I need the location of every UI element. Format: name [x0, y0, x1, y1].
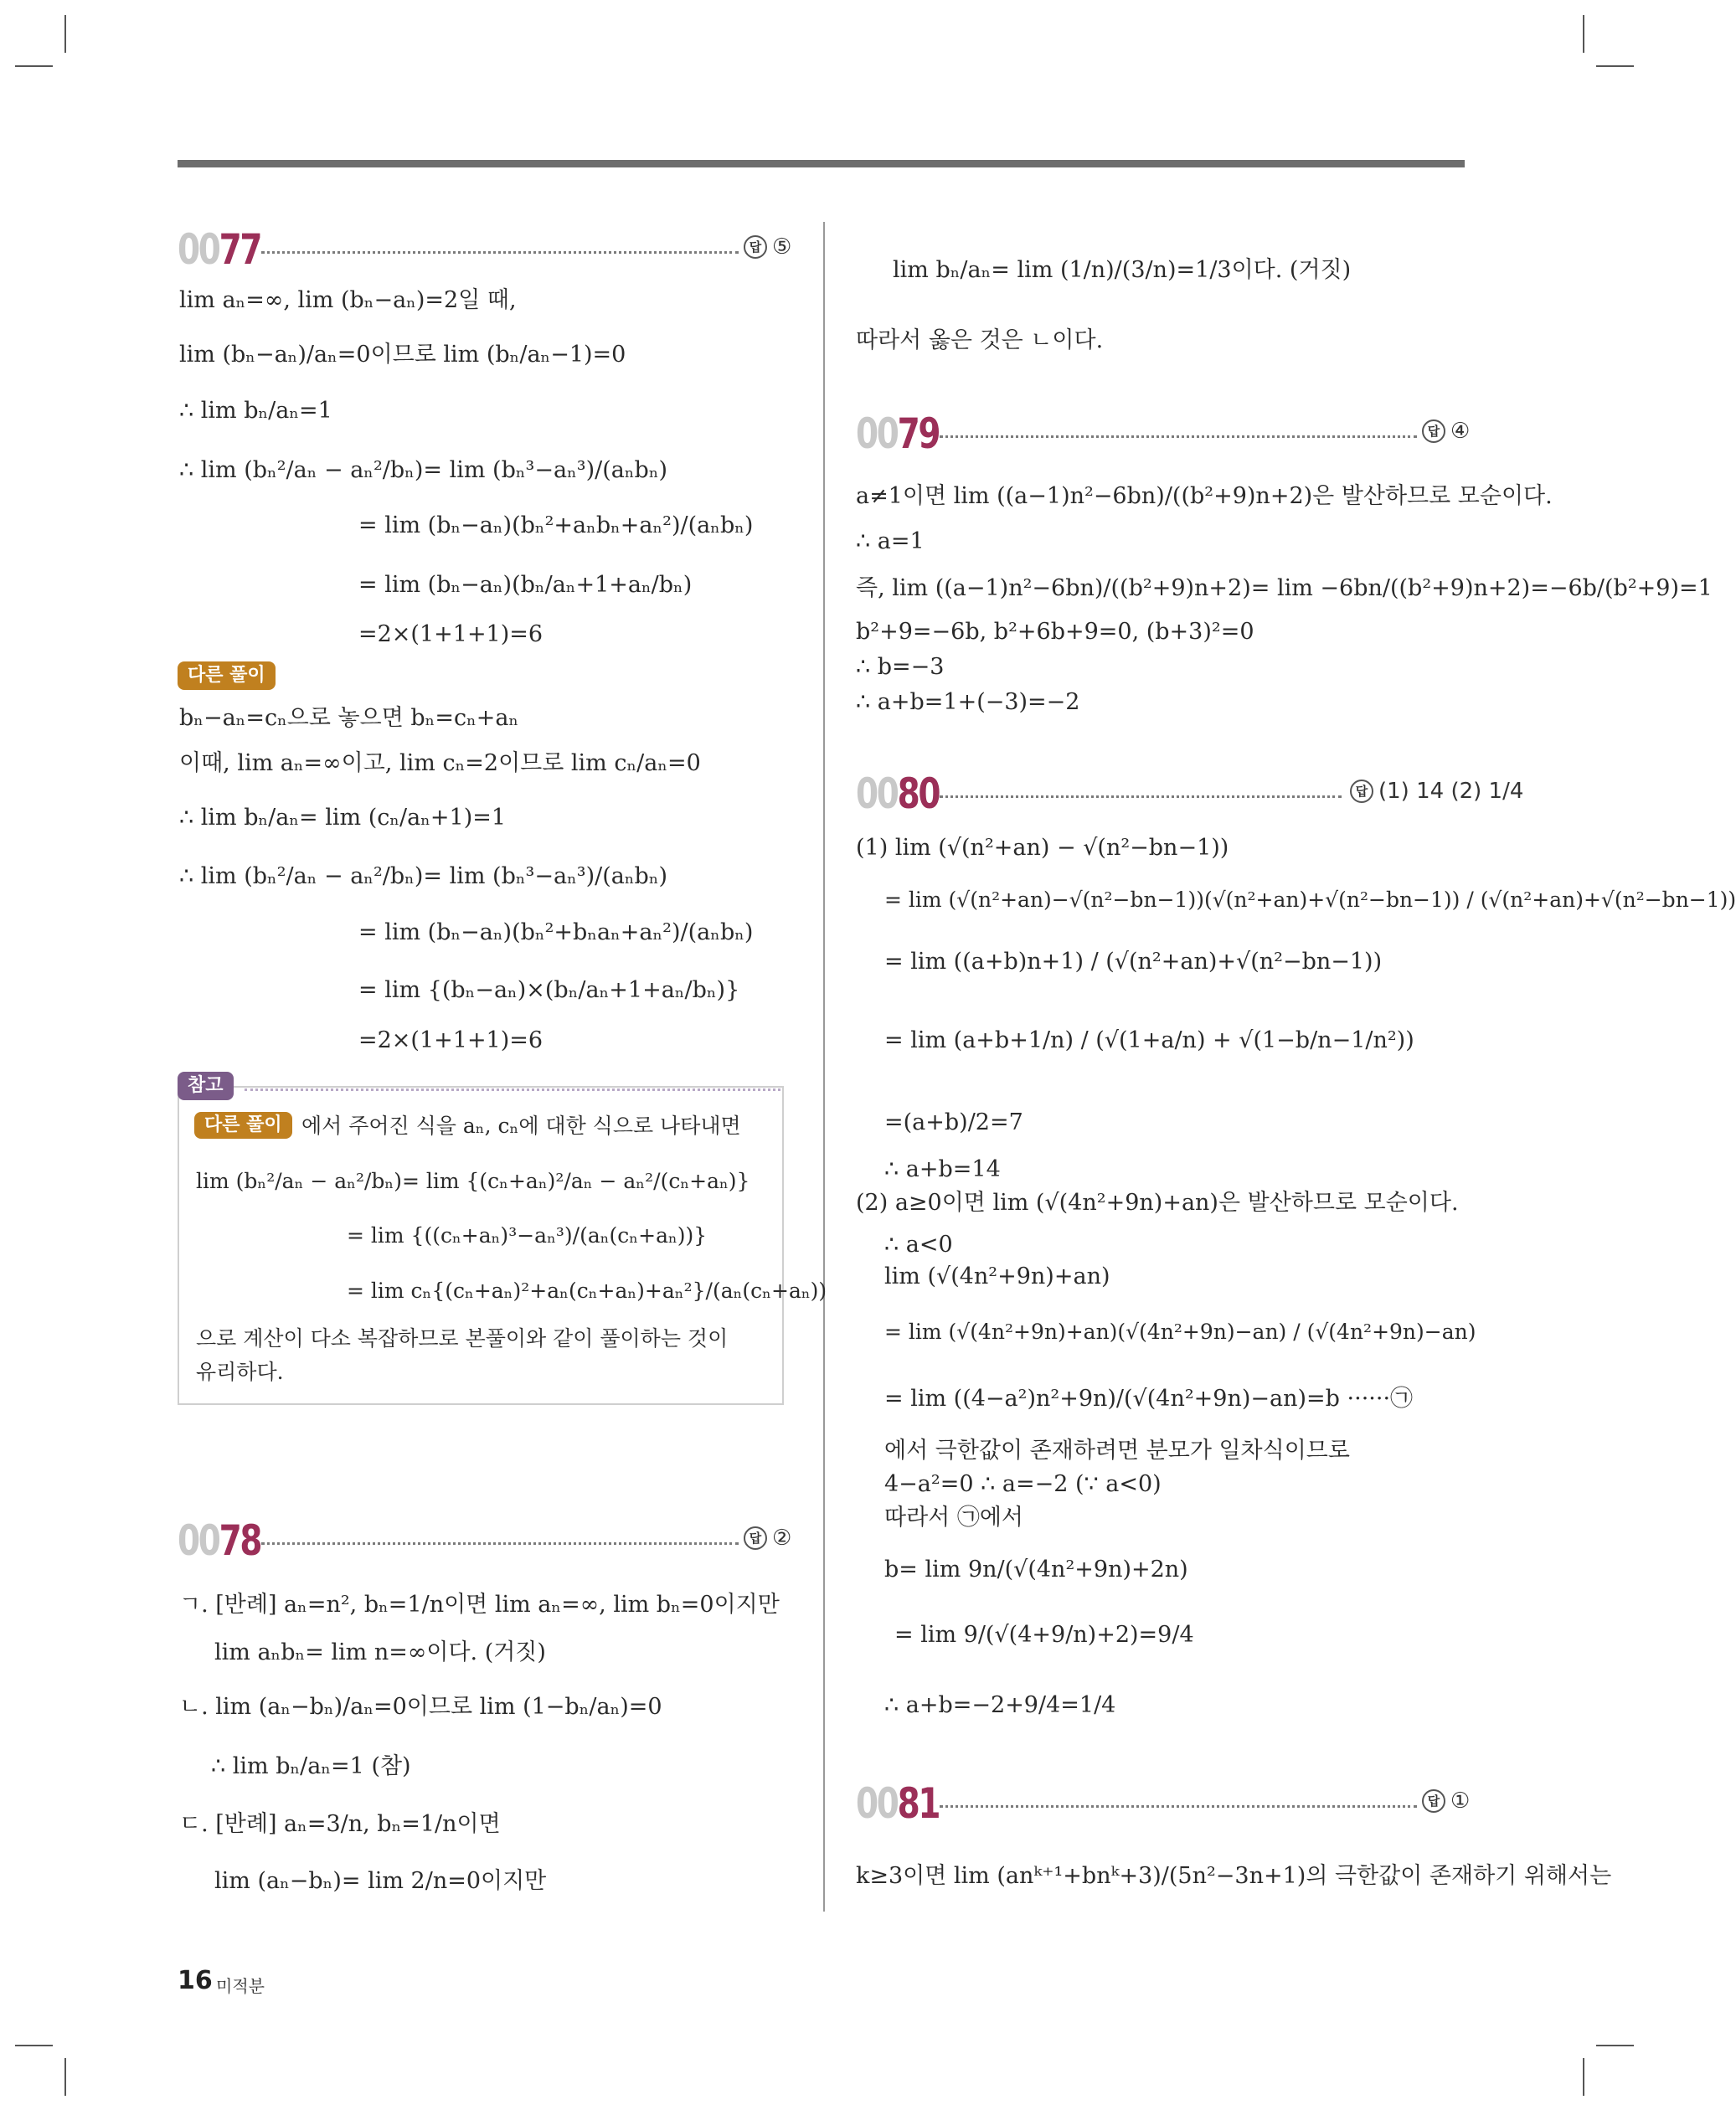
leader-dots: [261, 251, 739, 254]
alt-solution-line: ∴ lim bₙ/aₙ= lim (cₙ/aₙ+1)=1: [179, 805, 507, 831]
alt-solution-line: ∴ lim (bₙ²/aₙ − aₙ²/bₙ)= lim (bₙ³−aₙ³)/(aₙbₙ): [179, 863, 668, 889]
crop-mark-tl-h: [15, 65, 53, 67]
solution-line: ∴ lim (bₙ²/aₙ − aₙ²/bₙ)= lim (bₙ³−aₙ³)/(aₙbₙ): [179, 457, 668, 483]
answer-label: [1350, 779, 1523, 804]
answer-badge-icon: 답: [744, 1526, 767, 1550]
alt-solution-line: = lim {(bₙ−aₙ)×(bₙ/aₙ+1+aₙ/bₙ)}: [358, 977, 740, 1003]
solution-line: = lim (bₙ−aₙ)(bₙ/aₙ+1+aₙ/bₙ): [358, 572, 693, 598]
solution-line: = lim (bₙ−aₙ)(bₙ²+aₙbₙ+aₙ²)/(aₙbₙ): [358, 512, 754, 538]
answer-value: (1) 14 (2) 1/4: [1378, 779, 1524, 804]
reference-line: 에서 주어진 식을 aₙ, cₙ에 대한 식으로 나타내면: [301, 1114, 741, 1138]
problem-0081-heading: [856, 1778, 1471, 1829]
problem-0078-heading: [178, 1516, 792, 1566]
reference-line: 으로 계산이 다소 복잡하므로 본풀이와 같이 풀이하는 것이: [196, 1326, 729, 1351]
solution-line: ∴ b=−3: [856, 654, 945, 680]
solution-line: =2×(1+1+1)=6: [358, 621, 543, 647]
solution-line: =(a+b)/2=7: [884, 1109, 1023, 1135]
alt-solution-line: bₙ−aₙ=cₙ으로 놓으면 bₙ=cₙ+aₙ: [179, 705, 519, 731]
alt-solution-line: 이때, lim aₙ=∞이고, lim cₙ=2이므로 lim cₙ/aₙ=0: [179, 750, 701, 776]
reference-line: = lim {((cₙ+aₙ)³−aₙ³)/(aₙ(cₙ+aₙ))}: [347, 1223, 708, 1248]
solution-line: ∴ a=1: [856, 528, 925, 554]
solution-line: ㄷ. [반례] aₙ=3/n, bₙ=1/n이면: [179, 1811, 501, 1837]
solution-line: 즉, lim ((a−1)n²−6bn)/((b²+9)n+2)= lim −6bn/((b²+9)n+2)=−6b/(b²+9)=1: [856, 575, 1713, 601]
crop-mark-bl-v: [64, 2058, 66, 2096]
answer-badge-icon: 답: [1422, 1789, 1445, 1813]
answer-badge-icon: 답: [1350, 780, 1373, 803]
column-divider: [823, 222, 825, 1912]
solution-line: k≥3이면 lim (anᵏ⁺¹+bnᵏ+3)/(5n²−3n+1)의 극한값이 존재하기 위해서는: [856, 1863, 1612, 1889]
alt-solution-tag: 다른 풀이: [178, 661, 276, 690]
problem-0079-heading: [856, 409, 1471, 459]
answer-label: [1422, 419, 1470, 444]
solution-line: lim (aₙ−bₙ)= lim 2/n=0이지만: [214, 1868, 547, 1894]
solution-line: 따라서 ㉠에서: [884, 1505, 1023, 1531]
solution-line: ∴ a+b=1+(−3)=−2: [856, 689, 1080, 715]
leader-dots: [261, 1542, 739, 1545]
alt-solution-inline-tag: 다른 풀이: [194, 1112, 292, 1139]
solution-line: b= lim 9n/(√(4n²+9n)+2n): [884, 1557, 1188, 1582]
solution-line: 에서 극한값이 존재하려면 분모가 일차식이므로: [884, 1438, 1350, 1464]
solution-line: ∴ a<0: [884, 1232, 953, 1258]
answer-value: ②: [772, 1526, 792, 1551]
reference-line: = lim cₙ{(cₙ+aₙ)²+aₙ(cₙ+aₙ)+aₙ²}/(aₙ(cₙ+aₙ)): [347, 1279, 827, 1303]
solution-line: lim bₙ/aₙ= lim (1/n)/(3/n)=1/3이다. (거짓): [893, 257, 1352, 283]
solution-line: ∴ lim bₙ/aₙ=1 (참): [211, 1753, 411, 1779]
crop-mark-tl-v: [64, 15, 66, 53]
answer-value: ①: [1450, 1788, 1471, 1814]
alt-solution-line: =2×(1+1+1)=6: [358, 1027, 543, 1053]
problem-number: 0079: [856, 409, 940, 458]
page-number: 16: [178, 1966, 213, 1995]
crop-mark-br-v: [1583, 2058, 1584, 2096]
reference-tag: 참고: [178, 1072, 234, 1100]
crop-mark-tr-v: [1583, 15, 1584, 53]
problem-0077-heading: [178, 224, 792, 275]
problem-number: 0080: [856, 769, 940, 818]
solution-line: = lim ((a+b)n+1) / (√(n²+an)+√(n²−bn−1)): [884, 949, 1383, 975]
answer-badge-icon: 답: [1422, 419, 1445, 443]
header-rule: [178, 160, 1465, 167]
answer-label: [744, 1526, 791, 1551]
solution-line: lim (bₙ−aₙ)/aₙ=0이므로 lim (bₙ/aₙ−1)=0: [179, 342, 626, 368]
answer-value: ④: [1450, 419, 1471, 444]
reference-line: lim (bₙ²/aₙ − aₙ²/bₙ)= lim {(cₙ+aₙ)²/aₙ − aₙ²/(cₙ+aₙ)}: [196, 1169, 750, 1193]
solution-line: lim (√(4n²+9n)+an): [884, 1263, 1110, 1289]
solution-line: = lim ((4−a²)n²+9n)/(√(4n²+9n)−an)=b ······㉠: [884, 1386, 1414, 1412]
problem-number: 0081: [856, 1779, 940, 1828]
solution-line: lim aₙbₙ= lim n=∞이다. (거짓): [214, 1639, 546, 1665]
alt-solution-line: = lim (bₙ−aₙ)(bₙ²+bₙaₙ+aₙ²)/(aₙbₙ): [358, 919, 754, 945]
solution-line: ∴ lim bₙ/aₙ=1: [179, 398, 332, 424]
solution-line: ㄴ. lim (aₙ−bₙ)/aₙ=0이므로 lim (1−bₙ/aₙ)=0: [179, 1694, 662, 1720]
problem-number: 0077: [178, 225, 261, 274]
solution-line: (1) lim (√(n²+an) − √(n²−bn−1)): [856, 835, 1229, 861]
answer-badge-icon: 답: [744, 235, 767, 259]
leader-dots: [940, 1805, 1417, 1808]
problem-number: 0078: [178, 1516, 261, 1565]
crop-mark-br-h: [1596, 2045, 1634, 2046]
solution-line: = lim 9/(√(4+9/n)+2)=9/4: [894, 1622, 1194, 1648]
solution-line: ∴ a+b=14: [884, 1156, 1001, 1182]
reference-box-top-dots: [245, 1088, 780, 1091]
answer-label: [744, 234, 791, 260]
solution-line: 4−a²=0 ∴ a=−2 (∵ a<0): [884, 1471, 1162, 1497]
reference-line: 유리하다.: [196, 1360, 284, 1384]
leader-dots: [940, 795, 1342, 798]
answer-label: [1422, 1788, 1470, 1814]
solution-line: (2) a≥0이면 lim (√(4n²+9n)+an)은 발산하므로 모순이다.: [856, 1190, 1459, 1216]
solution-line: = lim (a+b+1/n) / (√(1+a/n) + √(1−b/n−1/n²)): [884, 1027, 1414, 1053]
leader-dots: [940, 435, 1417, 438]
solution-line: lim aₙ=∞, lim (bₙ−aₙ)=2일 때,: [179, 287, 517, 313]
subject-label: 미적분: [216, 1976, 265, 1996]
solution-line: = lim (√(4n²+9n)+an)(√(4n²+9n)−an) / (√(4n²+9n)−an): [884, 1320, 1476, 1344]
crop-mark-bl-h: [15, 2045, 53, 2046]
solution-line: b²+9=−6b, b²+6b+9=0, (b+3)²=0: [856, 619, 1254, 645]
solution-line: ㄱ. [반례] aₙ=n², bₙ=1/n이면 lim aₙ=∞, lim bₙ=0이지만: [179, 1592, 780, 1618]
solution-line: 따라서 옳은 것은 ㄴ이다.: [856, 327, 1104, 353]
problem-0080-heading: [856, 769, 1524, 819]
solution-line: ∴ a+b=−2+9/4=1/4: [884, 1692, 1116, 1718]
solution-line: = lim (√(n²+an)−√(n²−bn−1))(√(n²+an)+√(n²−bn−1)) / (√(n²+an)+√(n²−bn−1)): [884, 888, 1736, 912]
crop-mark-tr-h: [1596, 65, 1634, 67]
answer-value: ⑤: [772, 234, 792, 260]
solution-line: a≠1이면 lim ((a−1)n²−6bn)/((b²+9)n+2)은 발산하므로 모순이다.: [856, 483, 1553, 509]
